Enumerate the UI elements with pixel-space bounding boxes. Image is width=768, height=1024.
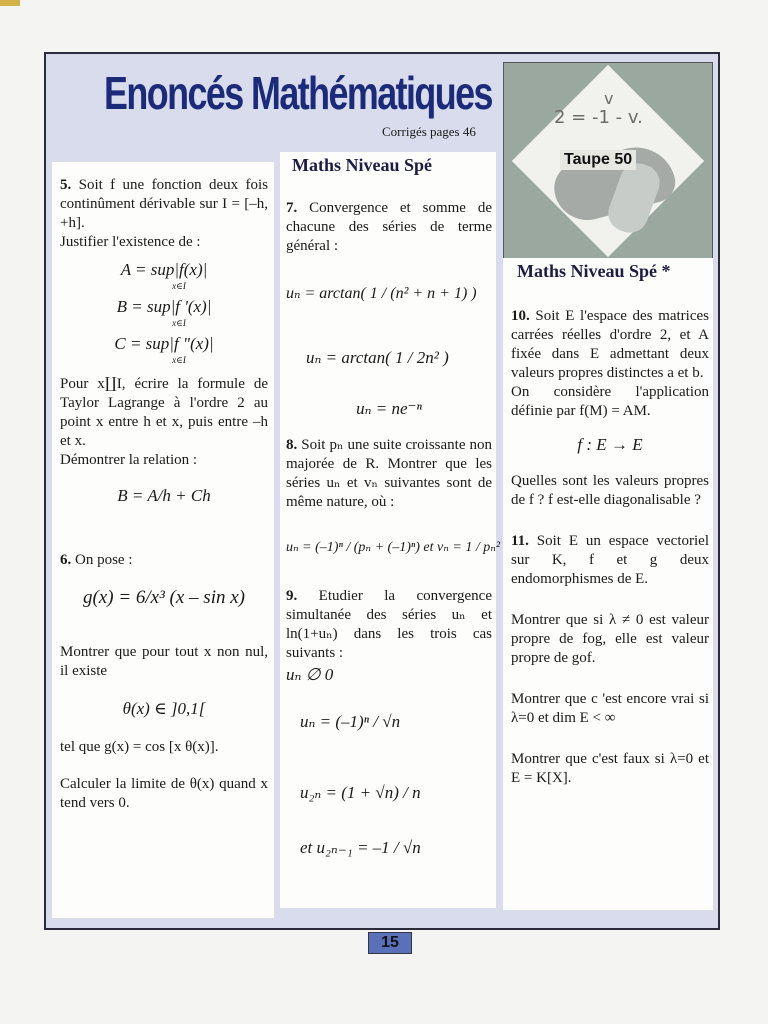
exercise-5-number: 5.: [60, 177, 72, 193]
right-heading: Maths Niveau Spé *: [517, 261, 671, 281]
exercise-5-taylor: Pour x∐I, écrire la formule de Taylor Lagrange à l'ordre 2 au point x entre h et x, puis entre –h et x.: [60, 376, 268, 449]
formula-g: g(x) = 6/x³ (x – sin x): [82, 587, 245, 608]
column-middle: [280, 152, 501, 908]
exercise-5-demo: Démontrer la relation :: [60, 452, 198, 468]
exercise-10-map: On considère l'application définie par f(M) = AM.: [511, 384, 709, 419]
formula-u3: uₙ = ne⁻ⁿ: [356, 399, 422, 418]
formula-u1: uₙ = arctan( 1 / (n² + n + 1) ): [286, 285, 477, 302]
exercise-11-part3: Montrer que c'est faux si λ=0 et E = K[X].: [511, 751, 709, 786]
formula-case1: uₙ ∅ 0: [286, 665, 334, 684]
exercise-5-justify: Justifier l'existence de :: [60, 234, 201, 250]
exercise-11-number: 11.: [511, 533, 529, 549]
formula-theta: θ(x) ∈ ]0,1[: [122, 699, 206, 718]
exercise-9-number: 9.: [286, 588, 298, 604]
formula-case3: u₂ₙ = (1 + √n) / n: [300, 783, 421, 802]
exercise-11-intro: 11. Soit E un espace vectoriel sur K, f et g deux endomorphismes de E.: [511, 533, 709, 587]
exercise-6-intro: 6. On pose :: [60, 552, 133, 568]
exercise-10-intro: 10. Soit E l'espace des matrices carrées réelles d'ordre 2, et A fixée dans E admettant deux valeurs propres distinctes a et b.: [511, 308, 709, 381]
exercise-6-limit: Calculer la limite de θ(x) quand x tend vers 0.: [60, 776, 268, 811]
corner-mark: [0, 0, 20, 6]
exercise-8-intro: 8. Soit pₙ une suite croissante non majorée de R. Montrer que les séries uₙ et vₙ suivantes sont de même nature, où :: [286, 437, 492, 510]
page-number: 15: [368, 932, 412, 954]
exercise-7-intro: 7. Convergence et somme de chacune des séries de terme général :: [286, 200, 492, 254]
column-left: [52, 162, 274, 918]
formula-case2: uₙ = (–1)ⁿ / √n: [300, 712, 401, 731]
exercise-7-number: 7.: [286, 200, 298, 216]
formula-B: B = sup|f '(x)|: [116, 297, 212, 316]
formula-map: f : E → E: [577, 435, 643, 454]
column-right: [503, 258, 713, 910]
exercise-6-number: 6.: [60, 552, 72, 568]
middle-heading: Maths Niveau Spé: [292, 155, 433, 175]
formula-case4: et u₂ₙ₋₁ = –1 / √n: [300, 838, 421, 857]
formula-u2: uₙ = arctan( 1 / 2n² ): [306, 348, 449, 367]
subscript-C: x∈I: [172, 355, 186, 365]
scribble-mid: 2 = -1 - v.: [554, 107, 643, 128]
subscript-B: x∈I: [172, 318, 186, 328]
subscript-A: x∈I: [172, 281, 186, 291]
exercise-10-question: Quelles sont les valeurs propres de f ? f est-elle diagonalisable ?: [511, 473, 709, 508]
formula-C: C = sup|f "(x)|: [114, 334, 214, 353]
exercise-6-show: Montrer que pour tout x non nul, il existe: [60, 644, 268, 679]
exercise-5-intro: 5. Soit f une fonction deux fois continûment dérivable sur I = [–h, +h].: [60, 177, 268, 231]
formula-uv: uₙ = (–1)ⁿ / (pₙ + (–1)ⁿ) et vₙ = 1 / pₙ²: [286, 540, 501, 555]
page-title: Enoncés Mathématiques: [104, 67, 492, 119]
exercise-10-number: 10.: [511, 308, 530, 324]
scribble-top: v: [604, 89, 614, 108]
exercise-11-part1: Montrer que si λ ≠ 0 est valeur propre de fog, elle est valeur propre de gof.: [511, 612, 709, 666]
formula-A: A = sup|f(x)|: [120, 260, 208, 279]
exercise-6-cos: tel que g(x) = cos [x θ(x)].: [60, 739, 219, 755]
exercise-8-number: 8.: [286, 437, 298, 453]
header-illustration: [503, 62, 713, 259]
corriges-note: Corrigés pages 46: [382, 124, 476, 139]
exercise-9-intro: 9. Etudier la convergence simultanée des séries uₙ et ln(1+uₙ) dans les trois cas suivants :: [286, 588, 492, 661]
formula-relation: B = A/h + Ch: [117, 486, 211, 505]
taupe-badge: Taupe 50: [560, 150, 636, 170]
exercise-11-part2: Montrer que c 'est encore vrai si λ=0 et dim E < ∞: [511, 691, 709, 726]
